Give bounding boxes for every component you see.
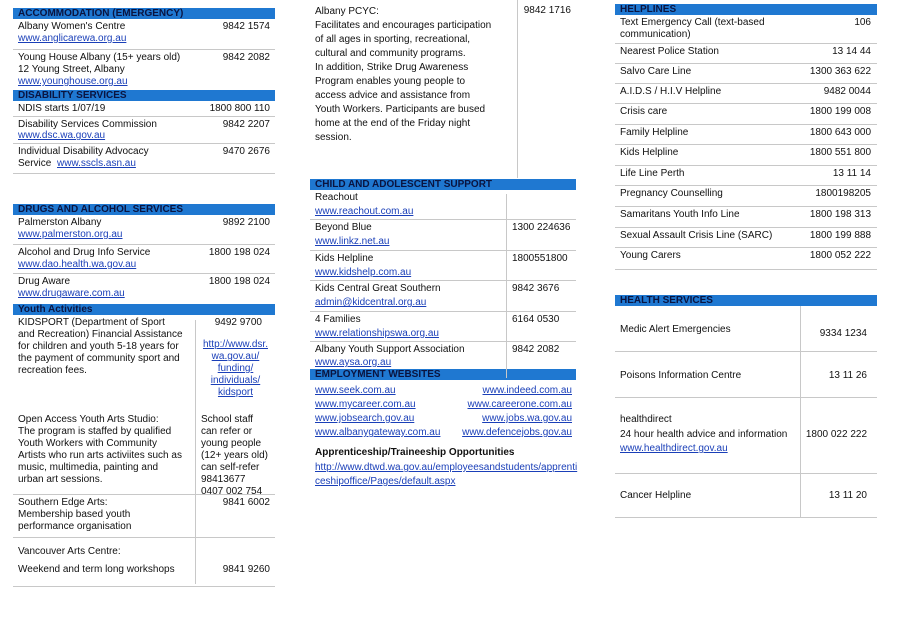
entry-name: KIDSPORT (Department of Sport and Recreation) Financial Assistance for children and youth 5-18 years for the payment of community sport and recreation fees. [18,317,183,376]
entry-phone: 9842 1716 [523,5,571,16]
entry-phone: 13 11 26 [828,370,867,381]
entry-link[interactable]: www.palmerston.org.au [18,229,123,240]
helpline-phone: 1800198205 [815,188,871,199]
section-header-health: HEALTH SERVICES [615,295,877,306]
entry-beyond-blue [310,220,576,251]
entry-ndis [13,101,275,117]
helpline-phone: 1300 363 622 [809,66,871,77]
entry-cancer-helpline [615,474,877,518]
entry-name: Albany PCYC: Facilitates and encourages participation of all ages in sporting, recreational, cultural and community programs. In addition, Strike Drug Awareness Program enables young people to access advice and assistance from Youth Workers. Participants are bused home at the end of the Friday night session. [315,6,492,143]
entry-phone: 9841 6002 [222,497,270,508]
entry-drug-aware [13,274,275,302]
helpline-row [615,248,877,270]
employment-link[interactable]: www.jobsearch.gov.au [315,413,415,424]
helpline-row [615,186,877,207]
helpline-phone: 1800 551 800 [809,147,871,158]
entry-phone: 9841 9260 [222,564,270,575]
entry-link[interactable]: www.healthdirect.gov.au [620,443,728,454]
entry-name: Kids Helpline [315,253,374,264]
entry-name: Albany Women's Centre [18,21,126,32]
entry-phone: 1800551800 [512,253,568,264]
entry-link[interactable]: www.reachout.com.au [315,206,414,217]
employment-link[interactable]: www.mycareer.com.au [315,399,416,410]
employment-link[interactable]: www.jobs.wa.gov.au [482,413,572,424]
helpline-name: Nearest Police Station [620,46,719,57]
helpline-name: Crisis care [620,106,668,117]
section-header-disability: DISABILITY SERVICES [13,90,275,101]
helpline-name: Pregnancy Counselling [620,188,723,199]
column-divider [195,320,196,584]
entry-phone: 9842 2207 [222,119,270,130]
entry-contact: School staff can refer or young people (12+ years old) can self-refer 98413677 0407 002 754 [201,414,268,497]
entry-medic-alert [615,306,877,352]
employment-link[interactable]: www.careerone.com.au [467,399,572,410]
entry-name: Southern Edge Arts: Membership based youth performance organisation [18,497,132,532]
entry-palmerston [13,215,275,245]
entry-desc: Weekend and term long workshops [18,564,175,575]
entry-kidsport [13,315,275,412]
entry-disability-advocacy [13,144,275,174]
helpline-phone: 1800 198 313 [809,209,871,220]
helpline-name: Samaritans Youth Info Line [620,209,740,220]
entry-name: Individual Disability Advocacy [18,146,149,157]
entry-open-access [13,412,275,495]
entry-phone: 9492 9700 [214,317,262,328]
helpline-phone: 13 14 44 [832,46,871,57]
column-middle [310,0,576,489]
helpline-row [615,15,877,44]
entry-link[interactable]: www.younghouse.org.au [18,76,128,87]
employment-links [310,380,576,438]
helpline-row [615,64,877,84]
entry-name: Medic Alert Emergencies [620,324,731,335]
blank-row [13,174,275,204]
entry-name: Alcohol and Drug Info Service [18,247,151,258]
entry-young-house [13,50,275,90]
entry-phone: 1800 198 024 [208,276,270,287]
entry-phone: 9334 1234 [819,328,867,339]
entry-phone: 13 11 20 [828,490,867,501]
entry-link[interactable]: www.anglicarewa.org.au [18,33,127,44]
helpline-name: Family Helpline [620,127,689,138]
entry-aysa [310,342,576,369]
entry-healthdirect [615,398,877,474]
column-divider [517,0,518,178]
section-header-youth: Youth Activities [13,304,275,315]
entry-name: Palmerston Albany [18,217,102,228]
column-left [13,0,275,587]
entry-adis [13,245,275,274]
section-header-child: CHILD AND ADOLESCENT SUPPORT [310,179,576,190]
employment-links-right [462,384,572,440]
entry-link[interactable]: www.aysa.org.au [315,357,392,368]
entry-phone: 9842 2082 [512,344,560,355]
column-divider [506,194,507,378]
entry-southern-edge [13,495,275,537]
helpline-name: Young Carers [620,250,681,261]
entry-link[interactable]: www.dao.health.wa.gov.au [18,259,137,270]
entry-kids-helpline [310,251,576,281]
employment-link[interactable]: www.seek.com.au [315,385,396,396]
entry-name: Kids Central Great Southern [315,283,441,294]
entry-kids-central [310,281,576,312]
entry-name: NDIS starts 1/07/19 [18,103,106,114]
entry-reachout [310,190,576,220]
employment-link[interactable]: www.albanygateway.com.au [315,427,441,438]
section-header-accommodation: ACCOMMODATION (EMERGENCY) [13,8,275,19]
entry-name: Beyond Blue [315,222,372,233]
helpline-phone: 1800 199 008 [809,106,871,117]
entry-name: Vancouver Arts Centre: [18,546,121,557]
helpline-row [615,84,877,104]
entry-phone: 9842 3676 [512,283,560,294]
entry-poisons [615,352,877,398]
entry-name: Open Access Youth Arts Studio: The program is staffed by qualified Youth Workers with Community Artists who run arts activiites such as music, multimedia, painting and urban art sessions. [18,414,182,485]
entry-albany-pcyc [310,3,576,151]
helpline-name: Sexual Assault Crisis Line (SARC) [620,230,773,241]
section-header-employment: EMPLOYMENT WEBSITES [310,369,576,380]
helpline-row [615,207,877,228]
helpline-row [615,145,877,166]
helpline-phone: 13 11 14 [832,168,871,179]
entry-link[interactable]: www.relationshipswa.org.au [315,328,439,339]
entry-desc: 24 hour health advice and information [620,429,788,440]
entry-albany-womens-centre [13,19,275,50]
entry-name: Albany Youth Support Association [315,344,465,355]
helpline-phone: 106 [854,17,871,28]
helpline-phone: 1800 052 222 [809,250,871,261]
entry-phone: 1300 224636 [512,222,571,233]
entry-name: healthdirect [620,414,672,425]
entry-link[interactable]: admin@kidcentral.org.au [315,297,427,308]
entry-phone: 9842 2082 [222,52,270,63]
helpline-row [615,166,877,186]
entry-phone: 9892 2100 [222,217,270,228]
column-divider [800,306,801,518]
entry-link[interactable]: www.linkz.net.au [315,236,390,247]
helpline-row [615,125,877,145]
entry-4-families [310,312,576,342]
helpline-list [615,15,877,270]
section-header-drugs: DRUGS AND ALCOHOL SERVICES [13,204,275,215]
helpline-name: Salvo Care Line [620,66,692,77]
apprenticeship-title: Apprenticeship/Traineeship Opportunities [315,447,515,458]
entry-vancouver [13,537,275,587]
entry-link[interactable]: www.dsc.wa.gov.au [18,130,106,141]
helpline-name: Life Line Perth [620,168,685,179]
entry-link[interactable]: www.kidshelp.com.au [315,267,412,278]
entry-name: Poisons Information Centre [620,370,742,381]
entry-name: Drug Aware [18,276,71,287]
entry-link[interactable]: www.drugaware.com.au [18,288,125,299]
helpline-phone: 1800 643 000 [809,127,871,138]
employment-link[interactable]: www.indeed.com.au [482,385,572,396]
entry-name-cont: Service [18,158,52,169]
entry-phone: 9470 2676 [222,146,270,157]
helpline-phone: 9482 0044 [823,86,871,97]
apprenticeship-link[interactable]: http://www.dtwd.wa.gov.au/employeesandstudents/apprenti ceshipoffice/Pages/default.aspx [315,462,578,487]
column-right [615,0,877,518]
helpline-phone: 1800 199 888 [809,230,871,241]
helpline-row [615,104,877,125]
entry-phone: 1800 198 024 [208,247,270,258]
employment-links-left [315,384,440,440]
entry-phone: 1800 800 110 [209,103,270,114]
entry-phone: 1800 022 222 [805,429,867,440]
entry-name: Reachout [315,192,358,203]
entry-dsc [13,117,275,144]
entry-phone: 9842 1574 [222,21,270,32]
helpline-row [615,228,877,248]
helpline-name: Text Emergency Call (text-based communication) [620,17,765,40]
helpline-name: Kids Helpline [620,147,679,158]
entry-name: 4 Families [315,314,361,325]
entry-link[interactable]: http://www.dsr. wa.gov.au/ funding/ individuals/ kidsport [202,339,268,398]
entry-phone: 6164 0530 [512,314,560,325]
entry-name: Disability Services Commission [18,119,157,130]
section-header-helplines: HELPLINES [615,4,877,15]
entry-name: Cancer Helpline [620,490,692,501]
helpline-row [615,44,877,64]
employment-link[interactable]: www.defencejobs.gov.au [462,427,572,438]
entry-link[interactable]: www.sscls.asn.au [57,158,136,169]
helpline-name: A.I.D.S / H.I.V Helpline [620,86,722,97]
entry-name: Young House Albany (15+ years old) 12 Young Street, Albany [18,52,181,75]
